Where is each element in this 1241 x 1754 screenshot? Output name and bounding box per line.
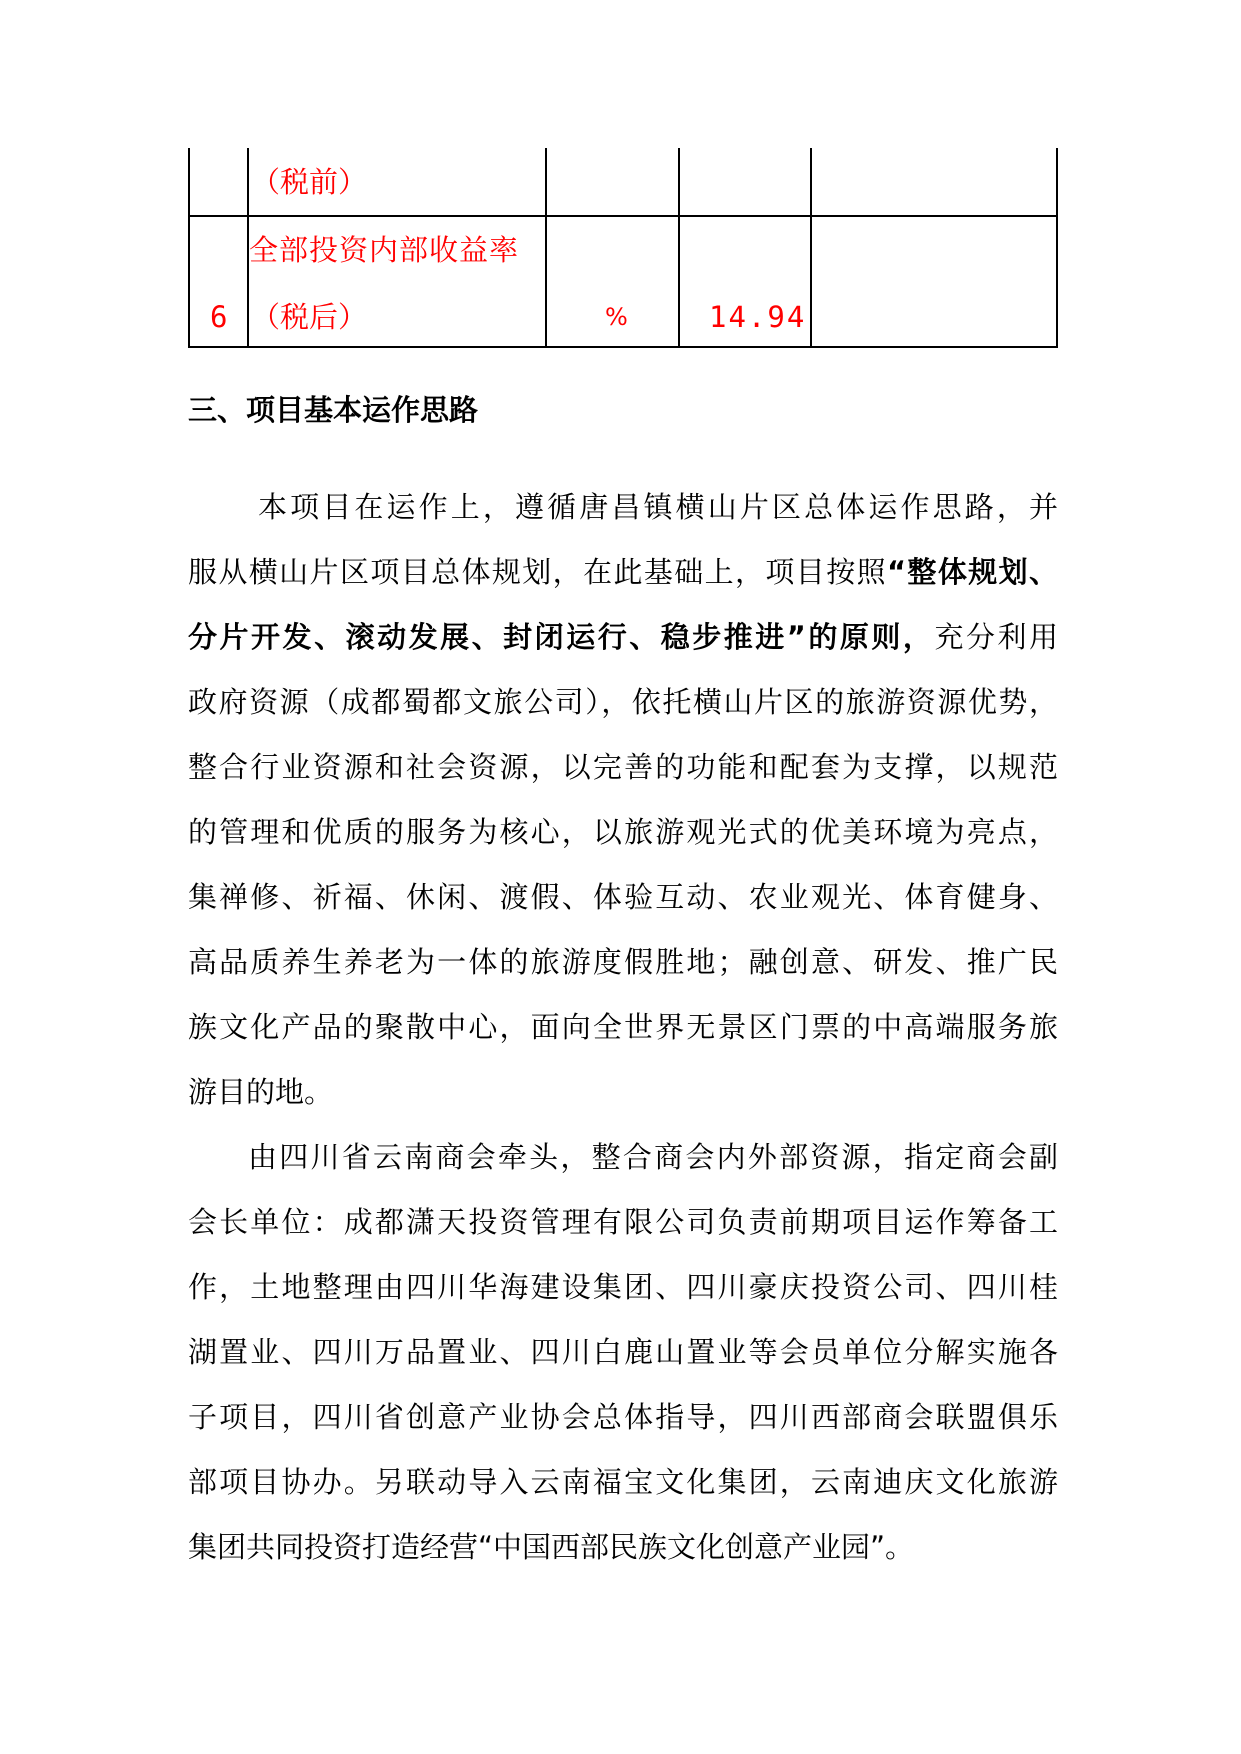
paragraph-line: 高品质养生养老为一体的旅游度假胜地；融创意、研发、推广民: [188, 945, 1058, 979]
paragraph-line: 部项目协办。另联动导入云南福宝文化集团，云南迪庆文化旅游: [188, 1465, 1058, 1499]
bold-text-run: 分片开发、滚动发展、封闭运行、稳步推进”的原则，: [188, 620, 935, 654]
indicator-table: [188, 148, 1058, 348]
table-col-divider: [678, 148, 680, 348]
table-col-divider: [545, 148, 547, 348]
paragraph-line: 政府资源（成都蜀都文旅公司），依托横山片区的旅游资源优势，: [188, 685, 1058, 719]
paragraph-line: 作，土地整理由四川华海建设集团、四川豪庆投资公司、四川桂: [188, 1270, 1058, 1304]
table-cell-item-suffix: （税前）: [251, 165, 368, 199]
table-cell-value: 14.94: [709, 300, 807, 334]
section-heading: 三、项目基本运作思路: [188, 393, 479, 427]
table-cell-index: 6: [210, 300, 230, 334]
bold-text-run: “整体规划、: [886, 555, 1058, 589]
table-border-left: [188, 148, 190, 348]
paragraph-line: 会长单位：成都潇天投资管理有限公司负责前期项目运作筹备工: [188, 1205, 1058, 1239]
table-cell-unit: %: [605, 303, 628, 331]
paragraph-line: 本项目在运作上，遵循唐昌镇横山片区总体运作思路，并: [258, 490, 1058, 524]
paragraph-line: 的管理和优质的服务为核心，以旅游观光式的优美环境为亮点，: [188, 815, 1058, 849]
paragraph-line: 游目的地。: [188, 1075, 334, 1109]
paragraph-line: [188, 552, 1058, 592]
paragraph-line: 由四川省云南商会牵头，整合商会内外部资源，指定商会副: [248, 1140, 1058, 1174]
table-row-divider: [188, 215, 1058, 217]
text-run: 充分利用: [934, 620, 1058, 654]
text-run: 服从横山片区项目总体规划，在此基础上，项目按照: [188, 555, 887, 589]
paragraph-line: [188, 617, 1058, 657]
paragraph-line: 子项目，四川省创意产业协会总体指导，四川西部商会联盟俱乐: [188, 1400, 1058, 1434]
table-border-right: [1056, 148, 1058, 348]
table-cell-item-suffix: （税后）: [251, 300, 368, 334]
paragraph-line: 集团共同投资打造经营“中国西部民族文化创意产业园”。: [188, 1530, 915, 1564]
paragraph-line: 族文化产品的聚散中心，面向全世界无景区门票的中高端服务旅: [188, 1010, 1058, 1044]
paragraph-line: 整合行业资源和社会资源，以完善的功能和配套为支撑，以规范: [188, 750, 1058, 784]
table-cell-item-title: 全部投资内部收益率: [249, 233, 520, 267]
paragraph-line: 集禅修、祈福、休闲、渡假、体验互动、农业观光、体育健身、: [188, 880, 1058, 914]
table-border-bottom: [188, 346, 1058, 348]
paragraph-line: 湖置业、四川万品置业、四川白鹿山置业等会员单位分解实施各: [188, 1335, 1058, 1369]
table-col-divider: [810, 148, 812, 348]
